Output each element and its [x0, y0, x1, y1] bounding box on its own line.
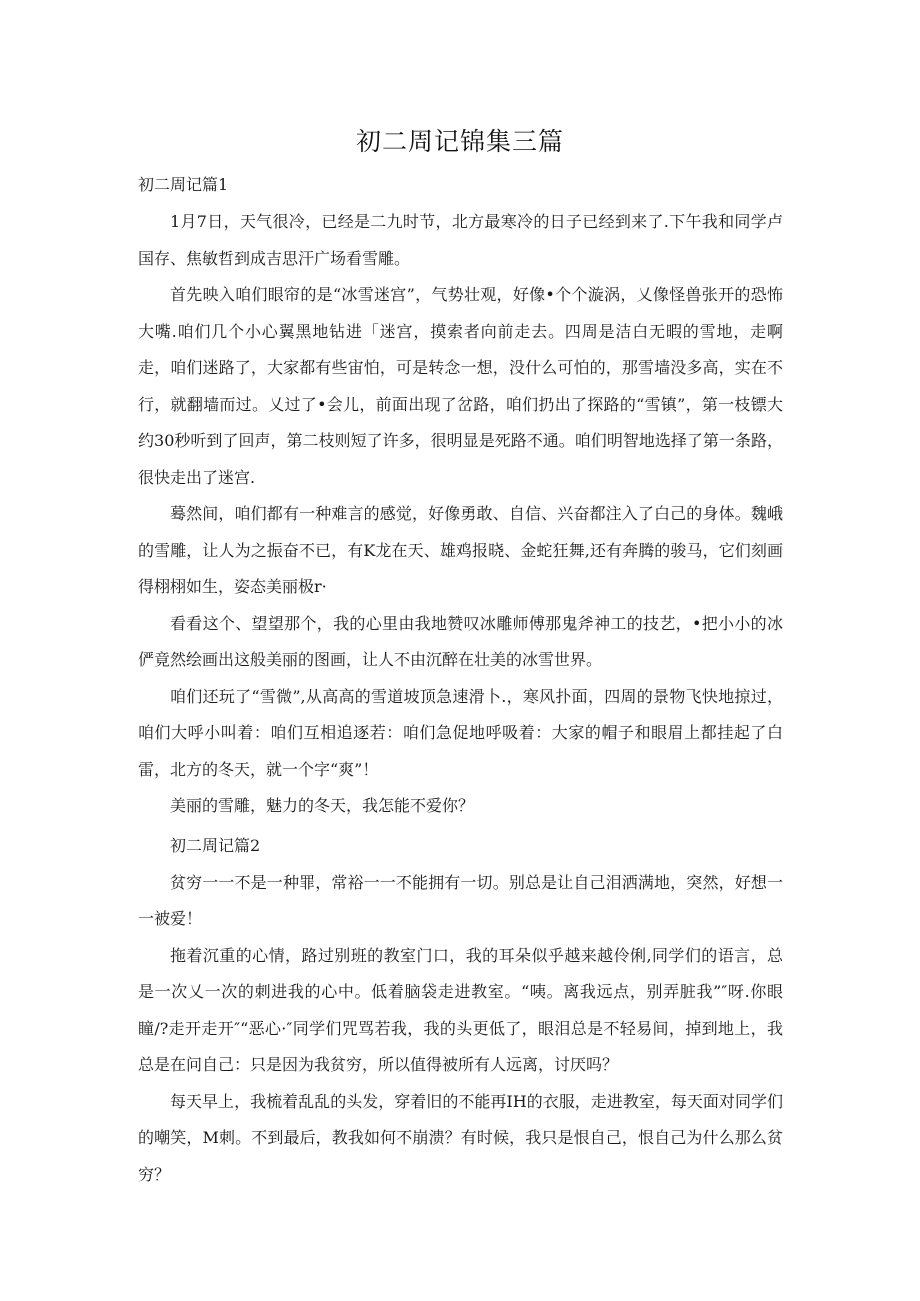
section-1-paragraph-6: 美丽的雪雕，魅力的冬天，我怎能不爱你？: [170, 796, 475, 815]
section-2-paragraph-3: 每天早上，我梳着乱乱的头发，穿着旧的不能再IH的衣服，走进教室，每天面对同学们的嘲笑，M刺。不到最后，教我如何不崩溃？有时候，我只是恨自己，恨自己为什么那么贫穷？: [138, 1091, 783, 1184]
section-1-heading: 初二周记篇1: [138, 175, 229, 194]
section-2-heading: 初二周记篇2: [170, 835, 261, 855]
document-title: 初二周记锦集三篇: [355, 127, 564, 156]
section-1-paragraph-3: 蓦然间，咱们都有一种难言的感觉，好像勇敢、自信、兴奋都注入了白己的身体。魏峨的雪雕，让人为之振奋不已，有K龙在天、雄鸡报晓、金蛇狂舞,还有奔腾的骏马，它们刻画得栩栩如生，姿态美丽极r·: [138, 504, 783, 596]
document-body: [138, 168, 783, 1193]
section-2-paragraph-2: 拖着沉重的心情，路过别班的教室门口，我的耳朵似乎越来越伶俐,同学们的语言，总是一次乂一次的刺进我的心中。低着脑袋走进教室。“咦。离我远点，别弄脏我”″呀.你眼瞳/?走开走开″“恶心·″同学们咒骂若我，我的头更低了，眼泪总是不轻易间，掉到地上，我总是在问自己：只是因为我贫穷，所以值得被所有人远离，讨厌吗？: [138, 945, 783, 1074]
section-1-paragraph-1: 1月7日，天气很冷，已经是二九时节，北方最寒冷的日子已经到来了.下午我和同学卢国存、焦敏哲到成吉思汗广场看雪雕。: [138, 212, 783, 268]
section-1-paragraph-4: 看看这个、望望那个，我的心里由我地赞叹冰雕师傅那鬼斧神工的技艺，•把小小的冰俨竟然绘画出这般美丽的图画，让人不由沉醉在壮美的冰雪世界。: [138, 613, 783, 669]
section-2-paragraph-1: 贫穷一一不是一种罪，常裕一一不能拥有一切。别总是让自己泪洒满地，突然，好想一一被爱！: [138, 872, 783, 928]
section-1-paragraph-2: 首先映入咱们眼帘的是“冰雪迷宫”，气势壮观，好像•个个漩涡，乂像怪兽张开的恐怖大嘴.咱们几个小心翼黑地钻进「迷宫，摸索者向前走去。四周是洁白无暇的雪地，走啊走，咱们迷路了，大家都有些宙怕，可是转念一想，没什么可怕的，那雪墙没多高，实在不行，就翻墙而过。乂过了•会儿，前面出现了岔路，咱们扔出了探路的“雪镇”，第一枝镖大约30秒听到了回声，第二枝则短了许多，很明显是死路不通。咱们明智地选择了第一条路，很快走出了迷宫.: [138, 285, 783, 487]
section-1-paragraph-5: 咱们还玩了“雪微”,从高高的雪道坡顶急速滑卜.，寒风扑面，四周的景物飞快地掠过，咱们大呼小叫着：咱们互相追逐若：咱们急促地呼吸着：大家的帽子和眼眉上都挂起了白雷，北方的冬天，就一个字“爽”！: [138, 686, 783, 779]
